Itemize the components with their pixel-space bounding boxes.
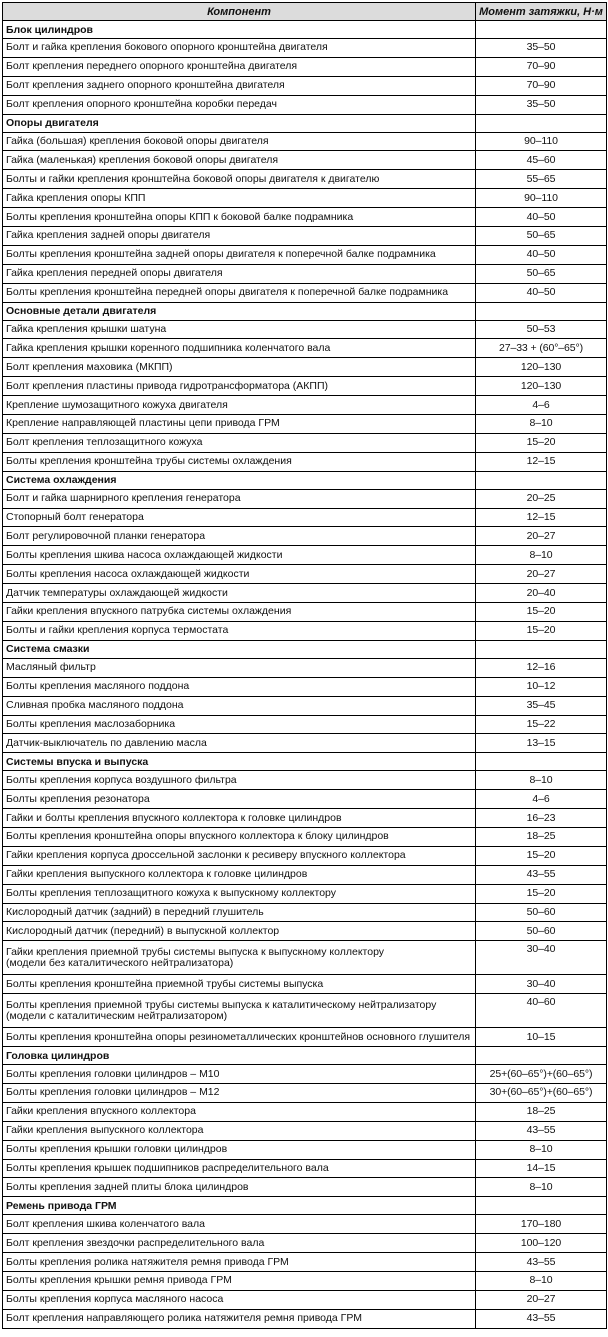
component-cell bbox=[3, 771, 476, 790]
component-cell bbox=[3, 132, 476, 151]
torque-value-cell: 25+(60–65°)+(60–65°) bbox=[476, 1065, 607, 1084]
component-name: Болт регулировочной планки генератора bbox=[6, 529, 206, 542]
component-cell bbox=[3, 1102, 476, 1121]
component-cell bbox=[3, 865, 476, 884]
section-title: Опоры двигателя bbox=[3, 114, 476, 132]
component-cell bbox=[3, 170, 476, 189]
component-cell bbox=[3, 433, 476, 452]
torque-value-cell: 10–15 bbox=[476, 1028, 607, 1047]
component-cell bbox=[3, 1309, 476, 1328]
torque-value-cell: 43–55 bbox=[476, 1253, 607, 1272]
section-value-blank bbox=[476, 21, 607, 39]
component-cell bbox=[3, 151, 476, 170]
table-row bbox=[3, 76, 607, 95]
component-cell bbox=[3, 809, 476, 828]
component-cell bbox=[3, 621, 476, 640]
component-cell bbox=[3, 1215, 476, 1234]
table-row bbox=[3, 358, 607, 377]
component-name: Гайка крепления крышки шатуна bbox=[6, 323, 167, 336]
table-row bbox=[3, 903, 607, 922]
torque-value-cell: 18–25 bbox=[476, 827, 607, 846]
torque-value-cell: 50–60 bbox=[476, 903, 607, 922]
component-cell bbox=[3, 527, 476, 546]
table-row bbox=[3, 1271, 607, 1290]
table-row bbox=[3, 827, 607, 846]
torque-value-cell: 40–50 bbox=[476, 245, 607, 264]
component-name: Болты крепления ролика натяжителя ремня привода ГРМ bbox=[6, 1255, 289, 1268]
section-title: Блок цилиндров bbox=[3, 21, 476, 39]
component-name: Болт и гайка шарнирного крепления генератора bbox=[6, 492, 241, 505]
torque-value-cell: 20–40 bbox=[476, 584, 607, 603]
torque-value-cell: 35–50 bbox=[476, 39, 607, 58]
torque-column-header: Момент затяжки, Н·м bbox=[476, 3, 607, 21]
table-row bbox=[3, 975, 607, 994]
component-name: Болты крепления кронштейна трубы системы охлаждения bbox=[6, 455, 292, 468]
component-name: Болты крепления головки цилиндров – М10 bbox=[6, 1067, 220, 1080]
component-cell bbox=[3, 396, 476, 415]
torque-value-cell: 15–20 bbox=[476, 884, 607, 903]
torque-value-cell: 8–10 bbox=[476, 1140, 607, 1159]
component-name: Болт крепления заднего опорного кронштейна двигателя bbox=[6, 79, 285, 92]
torque-value-cell: 20–27 bbox=[476, 565, 607, 584]
torque-value-cell: 12–15 bbox=[476, 508, 607, 527]
component-cell bbox=[3, 546, 476, 565]
component-name: Болт крепления звездочки распределительного вала bbox=[6, 1236, 265, 1249]
component-cell bbox=[3, 1178, 476, 1197]
table-row bbox=[3, 584, 607, 603]
component-cell bbox=[3, 846, 476, 865]
component-cell bbox=[3, 1140, 476, 1159]
torque-value-cell: 8–10 bbox=[476, 1178, 607, 1197]
component-name: Сливная пробка масляного поддона bbox=[6, 699, 184, 712]
section-title: Система охлаждения bbox=[3, 471, 476, 489]
component-cell bbox=[3, 1065, 476, 1084]
section-value-blank bbox=[476, 753, 607, 771]
torque-value-cell: 8–10 bbox=[476, 546, 607, 565]
component-name: Болт крепления направляющего ролика натяжителя ремня привода ГРМ bbox=[6, 1312, 362, 1325]
torque-value-cell: 14–15 bbox=[476, 1159, 607, 1178]
component-name: Гайка (большая) крепления боковой опоры двигателя bbox=[6, 135, 269, 147]
component-name: Гайка крепления задней опоры двигателя bbox=[6, 229, 211, 242]
component-cell bbox=[3, 1083, 476, 1102]
component-name: Гайки и болты крепления впускного коллектора к головке цилиндров bbox=[6, 811, 342, 824]
component-name: Болты крепления головки цилиндров – М12 bbox=[6, 1086, 220, 1099]
component-name: Датчик температуры охлаждающей жидкости bbox=[6, 586, 228, 599]
table-row bbox=[3, 1178, 607, 1197]
torque-value-cell: 16–23 bbox=[476, 809, 607, 828]
torque-value-cell: 43–55 bbox=[476, 1121, 607, 1140]
component-name: Гайки крепления выпускного коллектора bbox=[6, 1124, 204, 1137]
component-cell bbox=[3, 189, 476, 208]
section-header-row bbox=[3, 753, 607, 771]
component-name: Болты и гайки крепления корпуса термостата bbox=[6, 624, 229, 637]
table-row bbox=[3, 1309, 607, 1328]
section-title: Система смазки bbox=[3, 640, 476, 658]
component-name: Стопорный болт генератора bbox=[6, 511, 144, 524]
section-value-blank bbox=[476, 302, 607, 320]
component-cell bbox=[3, 283, 476, 302]
table-row bbox=[3, 433, 607, 452]
component-name: Крепление направляющей пластины цепи привода ГРМ bbox=[6, 417, 280, 430]
section-value-blank bbox=[476, 471, 607, 489]
section-value-blank bbox=[476, 114, 607, 132]
table-row bbox=[3, 1140, 607, 1159]
table-row bbox=[3, 884, 607, 903]
component-cell bbox=[3, 994, 476, 1028]
torque-value-cell: 170–180 bbox=[476, 1215, 607, 1234]
component-name: Болты крепления насоса охлаждающей жидкости bbox=[6, 567, 250, 580]
table-row bbox=[3, 546, 607, 565]
component-cell bbox=[3, 565, 476, 584]
table-row bbox=[3, 1290, 607, 1309]
table-row bbox=[3, 790, 607, 809]
table-row bbox=[3, 1102, 607, 1121]
section-header-row bbox=[3, 1197, 607, 1215]
torque-value-cell: 50–65 bbox=[476, 264, 607, 283]
torque-value-cell: 35–45 bbox=[476, 696, 607, 715]
table-row bbox=[3, 208, 607, 227]
section-header-row bbox=[3, 1047, 607, 1065]
component-name: Гайки крепления корпуса дроссельной заслонки к ресиверу впускного коллектора bbox=[6, 849, 406, 862]
component-cell bbox=[3, 339, 476, 358]
torque-value-cell: 70–90 bbox=[476, 57, 607, 76]
torque-value-cell: 100–120 bbox=[476, 1234, 607, 1253]
component-cell bbox=[3, 57, 476, 76]
torque-value-cell: 18–25 bbox=[476, 1102, 607, 1121]
torque-value-cell: 120–130 bbox=[476, 377, 607, 396]
component-cell bbox=[3, 208, 476, 227]
component-cell bbox=[3, 227, 476, 246]
component-cell bbox=[3, 377, 476, 396]
component-cell bbox=[3, 922, 476, 941]
torque-value-cell: 30–40 bbox=[476, 975, 607, 994]
component-name: Болты крепления маслозаборника bbox=[6, 717, 176, 730]
table-row bbox=[3, 941, 607, 975]
torque-value-cell: 20–27 bbox=[476, 1290, 607, 1309]
component-name: Болты крепления крышек подшипников распределительного вала bbox=[6, 1161, 329, 1174]
component-name: Гайки крепления впускного патрубка системы охлаждения bbox=[6, 605, 292, 618]
component-cell bbox=[3, 677, 476, 696]
table-row bbox=[3, 1083, 607, 1102]
torque-value-cell: 43–55 bbox=[476, 865, 607, 884]
component-name: Гайка (маленькая) крепления боковой опоры двигателя bbox=[6, 153, 279, 166]
torque-value-cell: 15–20 bbox=[476, 603, 607, 622]
component-cell bbox=[3, 827, 476, 846]
table-row bbox=[3, 527, 607, 546]
component-cell bbox=[3, 734, 476, 753]
torque-value-cell: 20–27 bbox=[476, 527, 607, 546]
component-name: Гайка крепления крышки коренного подшипника коленчатого вала bbox=[6, 341, 331, 354]
component-cell bbox=[3, 264, 476, 283]
component-cell bbox=[3, 358, 476, 377]
component-name: Болты крепления масляного поддона bbox=[6, 680, 190, 693]
table-row bbox=[3, 283, 607, 302]
component-name: Масляный фильтр bbox=[6, 661, 96, 674]
table-row bbox=[3, 621, 607, 640]
torque-value-cell: 4–6 bbox=[476, 396, 607, 415]
torque-value-cell: 27–33 + (60°–65°) bbox=[476, 339, 607, 358]
torque-value-cell: 50–60 bbox=[476, 922, 607, 941]
table-row bbox=[3, 771, 607, 790]
table-row bbox=[3, 377, 607, 396]
table-row bbox=[3, 1028, 607, 1047]
section-title: Головка цилиндров bbox=[3, 1047, 476, 1065]
torque-value-cell: 55–65 bbox=[476, 170, 607, 189]
table-row bbox=[3, 809, 607, 828]
component-name: Болт крепления маховика (МКПП) bbox=[6, 360, 173, 373]
torque-value-cell: 90–110 bbox=[476, 132, 607, 151]
component-name: Болты крепления корпуса воздушного фильтра bbox=[6, 773, 237, 786]
component-cell bbox=[3, 508, 476, 527]
table-row bbox=[3, 734, 607, 753]
component-cell bbox=[3, 320, 476, 339]
table-row bbox=[3, 846, 607, 865]
torque-value-cell: 43–55 bbox=[476, 1309, 607, 1328]
table-row bbox=[3, 396, 607, 415]
torque-value-cell: 30+(60–65°)+(60–65°) bbox=[476, 1083, 607, 1102]
component-note: (модели с каталитическим нейтрализатором) bbox=[6, 1009, 228, 1022]
table-row bbox=[3, 320, 607, 339]
component-name: Болты крепления резонатора bbox=[6, 792, 150, 805]
component-cell bbox=[3, 76, 476, 95]
torque-value-cell: 90–110 bbox=[476, 189, 607, 208]
table-row bbox=[3, 339, 607, 358]
table-row bbox=[3, 696, 607, 715]
component-cell bbox=[3, 1234, 476, 1253]
component-name: Болт крепления переднего опорного кронштейна двигателя bbox=[6, 60, 298, 73]
section-title: Системы впуска и выпуска bbox=[3, 753, 476, 771]
section-header-row bbox=[3, 21, 607, 39]
component-name: Датчик-выключатель по давлению масла bbox=[6, 736, 207, 749]
component-cell bbox=[3, 975, 476, 994]
component-cell bbox=[3, 415, 476, 434]
section-title: Основные детали двигателя bbox=[3, 302, 476, 320]
torque-value-cell: 50–65 bbox=[476, 227, 607, 246]
section-value-blank bbox=[476, 1197, 607, 1215]
torque-value-cell: 8–10 bbox=[476, 1271, 607, 1290]
table-row bbox=[3, 865, 607, 884]
table-row bbox=[3, 132, 607, 151]
component-name: Болты крепления крышки головки цилиндров bbox=[6, 1143, 228, 1156]
component-name: Болт крепления шкива коленчатого вала bbox=[6, 1217, 205, 1230]
component-name: Болты крепления теплозащитного кожуха к выпускному коллектору bbox=[6, 887, 337, 900]
table-row bbox=[3, 1121, 607, 1140]
component-name: Болты крепления приемной трубы системы выпуска к каталитическому нейтрализатору bbox=[6, 998, 437, 1011]
table-row bbox=[3, 603, 607, 622]
table-row bbox=[3, 508, 607, 527]
table-row bbox=[3, 1159, 607, 1178]
component-name: Кислородный датчик (передний) в выпускной коллектор bbox=[6, 924, 280, 937]
table-body bbox=[3, 21, 607, 1329]
torque-value-cell: 10–12 bbox=[476, 677, 607, 696]
torque-value-cell: 15–22 bbox=[476, 715, 607, 734]
component-name: Кислородный датчик (задний) в передний глушитель bbox=[6, 905, 264, 918]
component-cell bbox=[3, 903, 476, 922]
component-cell bbox=[3, 1028, 476, 1047]
table-row bbox=[3, 658, 607, 677]
table-row bbox=[3, 245, 607, 264]
table-row bbox=[3, 452, 607, 471]
table-row bbox=[3, 715, 607, 734]
component-name: Крепление шумозащитного кожуха двигателя bbox=[6, 398, 228, 411]
table-row bbox=[3, 227, 607, 246]
component-name: Болт и гайка крепления бокового опорного кронштейна двигателя bbox=[6, 41, 328, 54]
component-name: Гайки крепления выпускного коллектора к головке цилиндров bbox=[6, 868, 308, 881]
component-cell bbox=[3, 715, 476, 734]
table-row bbox=[3, 922, 607, 941]
component-cell bbox=[3, 1290, 476, 1309]
component-note: (модели без каталитического нейтрализатора) bbox=[6, 956, 234, 969]
torque-value-cell: 70–90 bbox=[476, 76, 607, 95]
table-row bbox=[3, 264, 607, 283]
torque-value-cell: 4–6 bbox=[476, 790, 607, 809]
component-name: Гайки крепления впускного коллектора bbox=[6, 1105, 196, 1118]
torque-value-cell: 40–50 bbox=[476, 283, 607, 302]
component-name: Болты крепления кронштейна опоры резинометаллических кронштейнов основного глушителя bbox=[6, 1030, 471, 1043]
component-name: Болты крепления кронштейна передней опоры двигателя к поперечной балке подрамника bbox=[6, 286, 449, 299]
table-row bbox=[3, 95, 607, 114]
component-cell bbox=[3, 790, 476, 809]
torque-value-cell: 120–130 bbox=[476, 358, 607, 377]
component-cell bbox=[3, 1253, 476, 1272]
table-row bbox=[3, 677, 607, 696]
component-cell bbox=[3, 489, 476, 508]
torque-value-cell: 15–20 bbox=[476, 621, 607, 640]
component-name: Болты крепления шкива насоса охлаждающей жидкости bbox=[6, 548, 283, 561]
torque-value-cell: 40–50 bbox=[476, 208, 607, 227]
component-name: Болт крепления пластины привода гидротрансформатора (АКПП) bbox=[6, 379, 329, 392]
table-header-row bbox=[3, 3, 607, 21]
section-value-blank bbox=[476, 1047, 607, 1065]
torque-value-cell: 8–10 bbox=[476, 415, 607, 434]
component-name: Болты крепления корпуса масляного насоса bbox=[6, 1293, 224, 1306]
torque-value-cell: 12–16 bbox=[476, 658, 607, 677]
section-header-row bbox=[3, 471, 607, 489]
table-row bbox=[3, 565, 607, 584]
table-row bbox=[3, 1215, 607, 1234]
component-column-header: Компонент bbox=[3, 3, 476, 21]
component-cell bbox=[3, 584, 476, 603]
table-row bbox=[3, 189, 607, 208]
table-row bbox=[3, 39, 607, 58]
component-name: Болт крепления теплозащитного кожуха bbox=[6, 436, 203, 449]
table-row bbox=[3, 1065, 607, 1084]
torque-value-cell: 35–50 bbox=[476, 95, 607, 114]
section-header-row bbox=[3, 302, 607, 320]
torque-value-cell: 20–25 bbox=[476, 489, 607, 508]
torque-value-cell: 15–20 bbox=[476, 433, 607, 452]
component-name: Гайка крепления опоры КПП bbox=[6, 191, 146, 204]
section-header-row bbox=[3, 114, 607, 132]
section-value-blank bbox=[476, 640, 607, 658]
table-row bbox=[3, 415, 607, 434]
component-cell bbox=[3, 95, 476, 114]
component-name: Болты крепления кронштейна задней опоры двигателя к поперечной балке подрамника bbox=[6, 248, 436, 261]
torque-spec-table bbox=[2, 2, 607, 1329]
torque-value-cell: 45–60 bbox=[476, 151, 607, 170]
table-row bbox=[3, 151, 607, 170]
component-cell bbox=[3, 1159, 476, 1178]
component-cell bbox=[3, 696, 476, 715]
component-name: Болты крепления кронштейна опоры впускного коллектора к блоку цилиндров bbox=[6, 830, 389, 843]
section-header-row bbox=[3, 640, 607, 658]
component-cell bbox=[3, 245, 476, 264]
table-row bbox=[3, 489, 607, 508]
component-cell bbox=[3, 658, 476, 677]
component-cell bbox=[3, 884, 476, 903]
torque-value-cell: 40–60 bbox=[476, 994, 607, 1028]
component-name: Болты крепления задней плиты блока цилиндров bbox=[6, 1180, 249, 1193]
torque-value-cell: 15–20 bbox=[476, 846, 607, 865]
component-name: Болты и гайки крепления кронштейна боковой опоры двигателя к двигателю bbox=[6, 172, 380, 185]
component-cell bbox=[3, 39, 476, 58]
table-row bbox=[3, 57, 607, 76]
component-cell bbox=[3, 941, 476, 975]
torque-value-cell: 13–15 bbox=[476, 734, 607, 753]
component-cell bbox=[3, 1271, 476, 1290]
component-name: Болты крепления кронштейна приемной трубы системы выпуска bbox=[6, 977, 324, 990]
component-cell bbox=[3, 1121, 476, 1140]
table-row bbox=[3, 994, 607, 1028]
table-row bbox=[3, 1234, 607, 1253]
section-title: Ремень привода ГРМ bbox=[3, 1197, 476, 1215]
component-name: Болт крепления опорного кронштейна коробки передач bbox=[6, 98, 277, 111]
torque-value-cell: 30–40 bbox=[476, 941, 607, 975]
component-cell bbox=[3, 452, 476, 471]
component-name: Болты крепления крышки ремня привода ГРМ bbox=[6, 1274, 232, 1287]
torque-value-cell: 12–15 bbox=[476, 452, 607, 471]
torque-value-cell: 50–53 bbox=[476, 320, 607, 339]
table-row bbox=[3, 1253, 607, 1272]
component-name: Гайка крепления передней опоры двигателя bbox=[6, 267, 223, 280]
component-name: Гайки крепления приемной трубы системы выпуска к выпускному коллектору bbox=[6, 945, 385, 958]
torque-value-cell: 8–10 bbox=[476, 771, 607, 790]
component-cell bbox=[3, 603, 476, 622]
table-row bbox=[3, 170, 607, 189]
component-name: Болты крепления кронштейна опоры КПП к боковой балке подрамника bbox=[6, 210, 354, 223]
